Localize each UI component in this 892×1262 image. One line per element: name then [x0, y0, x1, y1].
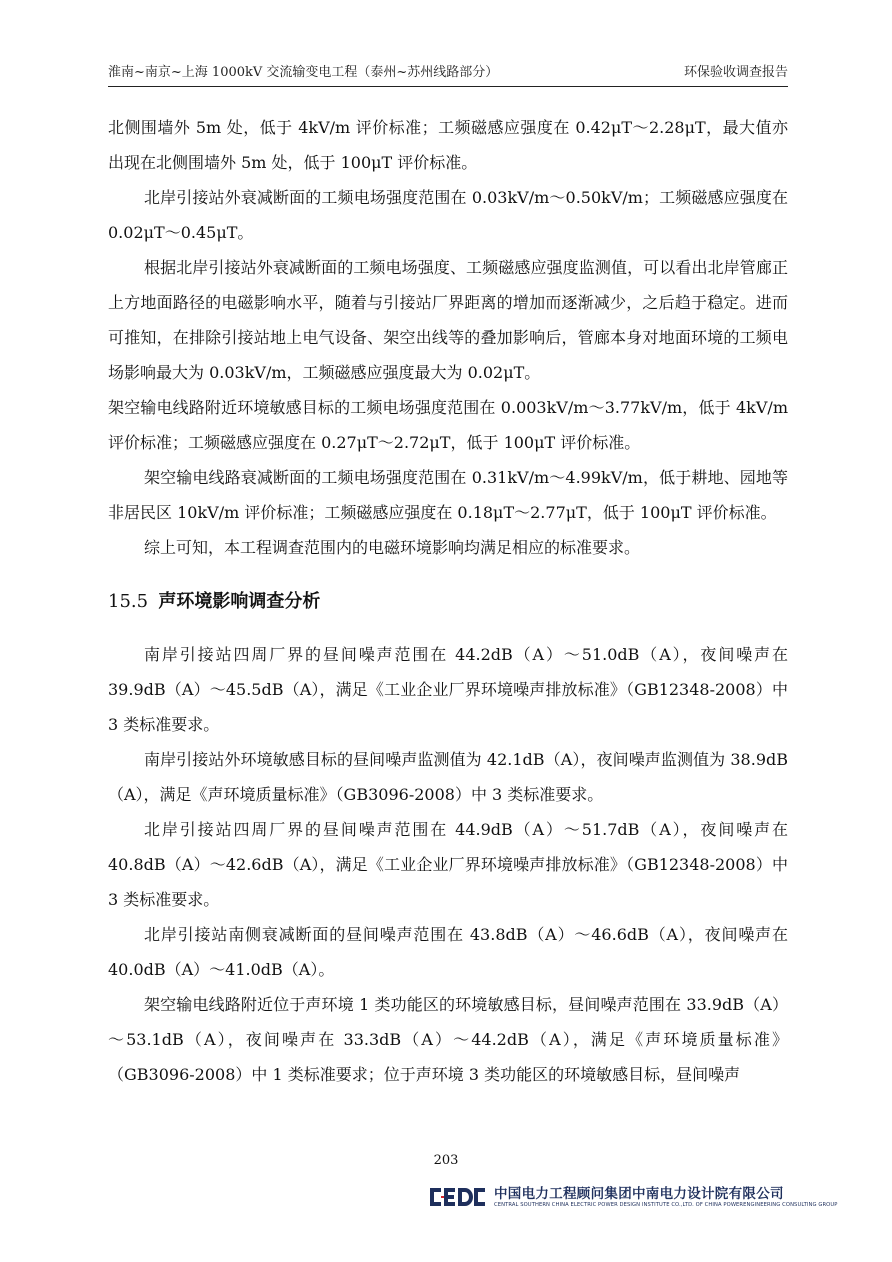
page-number: 203 [433, 1153, 459, 1168]
body-paragraph: 北岸引接站外衰减断面的工频电场强度范围在 0.03kV/m～0.50kV/m；工频磁感应强度在 0.02μT～0.45μT。 [108, 188, 788, 242]
body-paragraph: 架空输电线路附近环境敏感目标的工频电场强度范围在 0.003kV/m～3.77kV/m，低于 4kV/m 评价标准；工频磁感应强度在 0.27μT～2.72μT，低于 100μT 评价标准。 [108, 398, 788, 452]
footer-company-name-en: CENTRAL SOUTHERN CHINA ELECTRIC POWER DESIGN INSTITUTE CO.,LTD. OF CHINA POWERENGINEERING CONSULTING GROUP [494, 1202, 838, 1208]
document-body [108, 110, 788, 1092]
body-paragraph: 北岸引接站四周厂界的昼间噪声范围在 44.9dB（A）～51.7dB（A），夜间噪声在 40.8dB（A）～42.6dB（A），满足《工业企业厂界环境噪声排放标准》（GB12348-2008）中 3 类标准要求。 [108, 820, 788, 909]
paragraphs-after-section [108, 637, 788, 1092]
footer-company-logo [428, 1182, 838, 1216]
cedc-logo-icon [428, 1184, 488, 1210]
body-paragraph: 南岸引接站四周厂界的昼间噪声范围在 44.2dB（A）～51.0dB（A），夜间噪声在 39.9dB（A）～45.5dB（A），满足《工业企业厂界环境噪声排放标准》（GB12348-2008）中 3 类标准要求。 [108, 645, 788, 734]
body-paragraph: 架空输电线路附近位于声环境 1 类功能区的环境敏感目标，昼间噪声范围在 33.9dB（A）～53.1dB（A），夜间噪声在 33.3dB（A）～44.2dB（A），满足《声环境质量标准》（GB3096-2008）中 1 类标准要求；位于声环境 3 类功能区的环境敏感目标，昼间噪声 [108, 995, 788, 1084]
body-paragraph: 北岸引接站南侧衰减断面的昼间噪声范围在 43.8dB（A）～46.6dB（A），夜间噪声在 40.0dB（A）～41.0dB（A）。 [108, 925, 788, 979]
section-number: 15.5 [108, 591, 149, 612]
body-paragraph: 南岸引接站外环境敏感目标的昼间噪声监测值为 42.1dB（A），夜间噪声监测值为 38.9dB（A），满足《声环境质量标准》（GB3096-2008）中 3 类标准要求。 [108, 750, 788, 804]
paragraphs-before-section [108, 110, 788, 565]
body-paragraph: 北侧围墙外 5m 处，低于 4kV/m 评价标准；工频磁感应强度在 0.42μT～2.28μT，最大值亦出现在北侧围墙外 5m 处，低于 100μT 评价标准。 [108, 118, 788, 172]
body-paragraph: 根据北岸引接站外衰减断面的工频电场强度、工频磁感应强度监测值，可以看出北岸管廊正上方地面路径的电磁影响水平，随着与引接站厂界距离的增加而逐渐减少，之后趋于稳定。进而可推知，在排除引接站地上电气设备、架空出线等的叠加影响后，管廊本身对地面环境的工频电场影响最大为 0.03kV/m，工频磁感应强度最大为 0.02μT。 [108, 258, 788, 382]
body-paragraph: 架空输电线路衰减断面的工频电场强度范围在 0.31kV/m～4.99kV/m，低于耕地、园地等非居民区 10kV/m 评价标准；工频磁感应强度在 0.18μT～2.77μT，低于 100μT 评价标准。 [108, 468, 788, 522]
header-project-title: 淮南~南京~上海 1000kV 交流输变电工程（泰州~苏州线路部分） [108, 65, 499, 80]
footer-company-name-cn: 中国电力工程顾问集团中南电力设计院有限公司 [494, 1186, 784, 1202]
section-heading [108, 587, 788, 617]
section-title: 声环境影响调查分析 [158, 591, 321, 612]
body-paragraph: 综上可知，本工程调查范围内的电磁环境影响均满足相应的标准要求。 [144, 538, 641, 557]
header-report-type: 环保验收调查报告 [683, 65, 788, 80]
page-header [108, 58, 788, 87]
